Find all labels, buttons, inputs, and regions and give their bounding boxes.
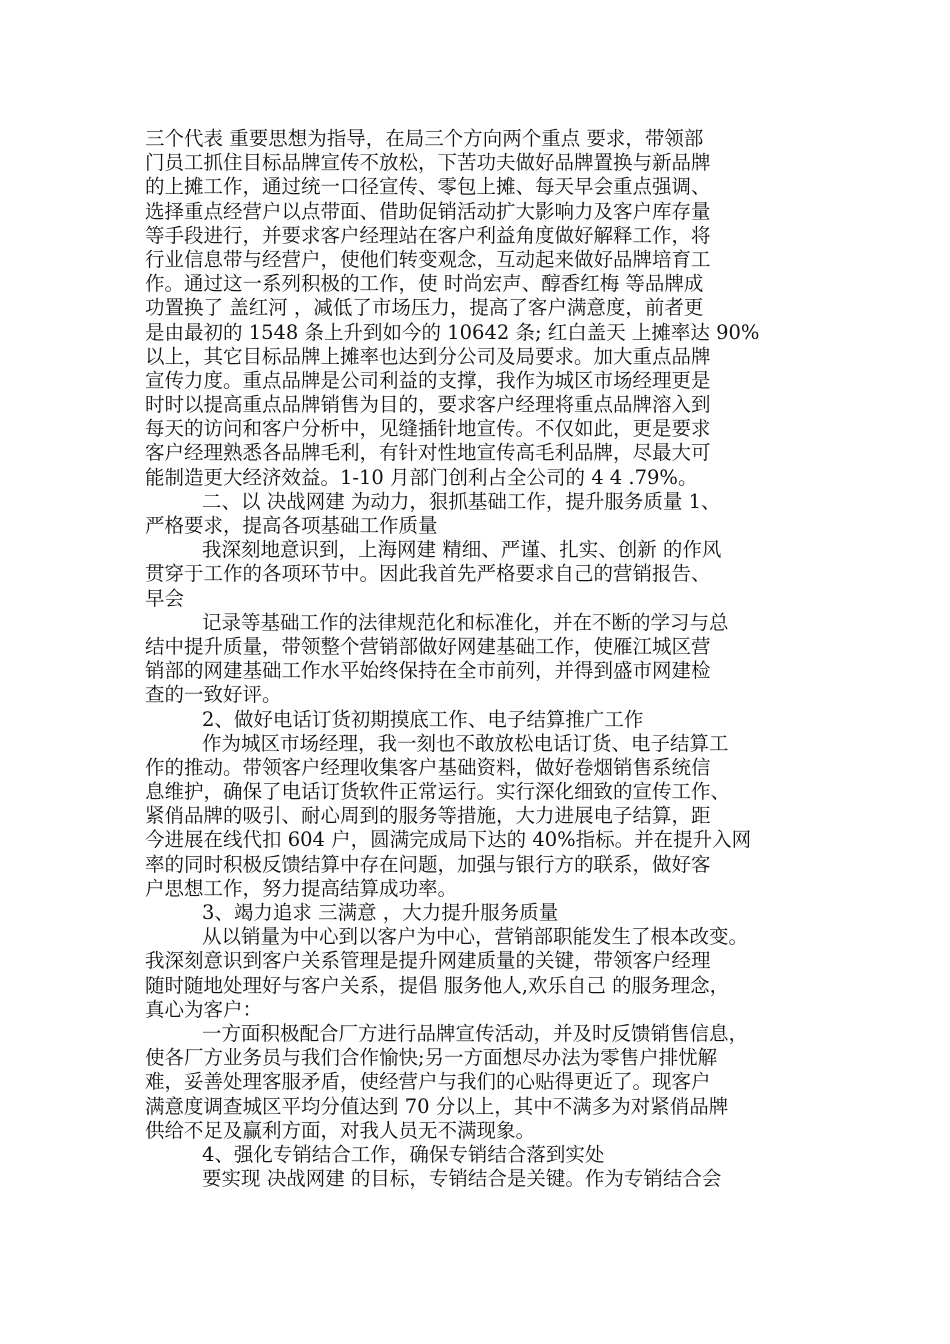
text-line: 满意度调查城区平均分值达到 70 分以上，其中不满多为对紧俏品牌	[145, 1094, 729, 1118]
text-line: 是由最初的 1548 条上升到如今的 10642 条; 红白盖天 上摊率达 90%	[145, 320, 760, 344]
text-line: 作的推动。带领客户经理收集客户基础资料，做好卷烟销售系统信	[145, 755, 711, 779]
text-line: 三个代表 重要思想为指导，在局三个方向两个重点 要求，带领部	[145, 127, 704, 150]
text-line: 4、强化专销结合工作，确保专销结合落到实处	[202, 1142, 605, 1166]
text-line: 今进展在线代扣 604 户，圆满完成局下达的 40%指标。并在提升入网	[145, 828, 752, 852]
text-line: 率的同时积极反馈结算中存在问题，加强与银行方的联系，做好客	[145, 852, 711, 876]
text-line: 选择重点经营户以点带面、借助促销活动扩大影响力及客户库存量	[145, 199, 711, 223]
document-body	[145, 127, 815, 1191]
text-line: 作为城区市场经理，我一刻也不敢放松电话订货、电子结算工	[202, 731, 729, 755]
text-line: 销部的网建基础工作水平始终保持在全市前列，并得到盛市网建检	[145, 659, 711, 683]
text-line: 息维护，确保了电话订货软件正常运行。实行深化细致的宣传工作、	[145, 780, 731, 804]
text-line: 供给不足及赢利方面，对我人员无不满现象。	[145, 1118, 536, 1142]
text-line: 记录等基础工作的法律规范化和标准化，并在不断的学习与总	[202, 610, 729, 634]
text-line: 3、竭力追求 三满意 ，大力提升服务质量	[202, 901, 559, 924]
text-line: 户思想工作，努力提高结算成功率。	[145, 876, 458, 900]
text-line: 行业信息带与经营户，使他们转变观念，互动起来做好品牌培育工	[145, 247, 711, 271]
text-line: 每天的访问和客户分析中，见缝插针地宣传。不仅如此，更是要求	[145, 417, 711, 441]
text-line: 时时以提高重点品牌销售为目的，要求客户经理将重点品牌溶入到	[145, 393, 711, 417]
text-line: 早会	[145, 586, 185, 610]
text-line: 二、以 决战网建 为动力，狠抓基础工作，提升服务质量 1、	[202, 489, 721, 513]
text-line: 客户经理熟悉各品牌毛利，有针对性地宣传高毛利品牌，尽最大可	[145, 441, 711, 465]
text-line: 我深刻地意识到，上海网建 精细、严谨、扎实、创新 的作风	[202, 538, 722, 562]
text-line: 随时随地处理好与客户关系，提倡 服务他人,欢乐自己 的服务理念，	[145, 973, 730, 997]
text-line: 查的一致好评。	[145, 683, 282, 707]
text-line: 能制造更大经济效益。1-10 月部门创利占全公司的 4 4 .79%。	[145, 465, 698, 489]
text-line: 门员工抓住目标品牌宣传不放松，下苦功夫做好品牌置换与新品牌	[145, 151, 711, 175]
text-line: 功置换了 盖红河 ，减低了市场压力，提高了客户满意度，前者更	[145, 296, 704, 320]
text-line: 真心为客户：	[145, 997, 263, 1021]
text-line: 贯穿于工作的各项环节中。因此我首先严格要求自己的营销报告、	[145, 562, 711, 586]
text-line: 2、做好电话订货初期摸底工作、电子结算推广工作	[202, 707, 644, 731]
text-line: 等手段进行，并要求客户经理站在客户利益角度做好解释工作，将	[145, 223, 711, 247]
text-line: 一方面积极配合厂方进行品牌宣传活动，并及时反馈销售信息，	[202, 1021, 749, 1045]
text-line: 以上，其它目标品牌上摊率也达到分公司及局要求。加大重点品牌	[145, 344, 711, 368]
text-line: 使各厂方业务员与我们合作愉快;另一方面想尽办法为零售户排忧解	[145, 1046, 718, 1070]
text-line: 宣传力度。重点品牌是公司利益的支撑，我作为城区市场经理更是	[145, 368, 711, 392]
text-line: 严格要求，提高各项基础工作质量	[145, 514, 438, 537]
text-line: 要实现 决战网建 的目标，专销结合是关键。作为专销结合会	[202, 1167, 722, 1191]
text-line: 我深刻意识到客户关系管理是提升网建质量的关键，带领客户经理	[145, 949, 711, 973]
text-line: 紧俏品牌的吸引、耐心周到的服务等措施，大力进展电子结算，距	[145, 804, 711, 828]
text-line: 从以销量为中心到以客户为中心，营销部职能发生了根本改变。	[202, 925, 749, 949]
text-line: 作。通过这一系列积极的工作，使 时尚宏声、醇香红梅 等品牌成	[145, 272, 704, 296]
text-line: 难，妥善处理客服矛盾，使经营户与我们的心贴得更近了。现客户	[145, 1070, 711, 1094]
text-line: 的上摊工作，通过统一口径宣传、零包上摊、每天早会重点强调、	[145, 175, 711, 199]
text-line: 结中提升质量，带领整个营销部做好网建基础工作，使雁江城区营	[145, 634, 711, 658]
